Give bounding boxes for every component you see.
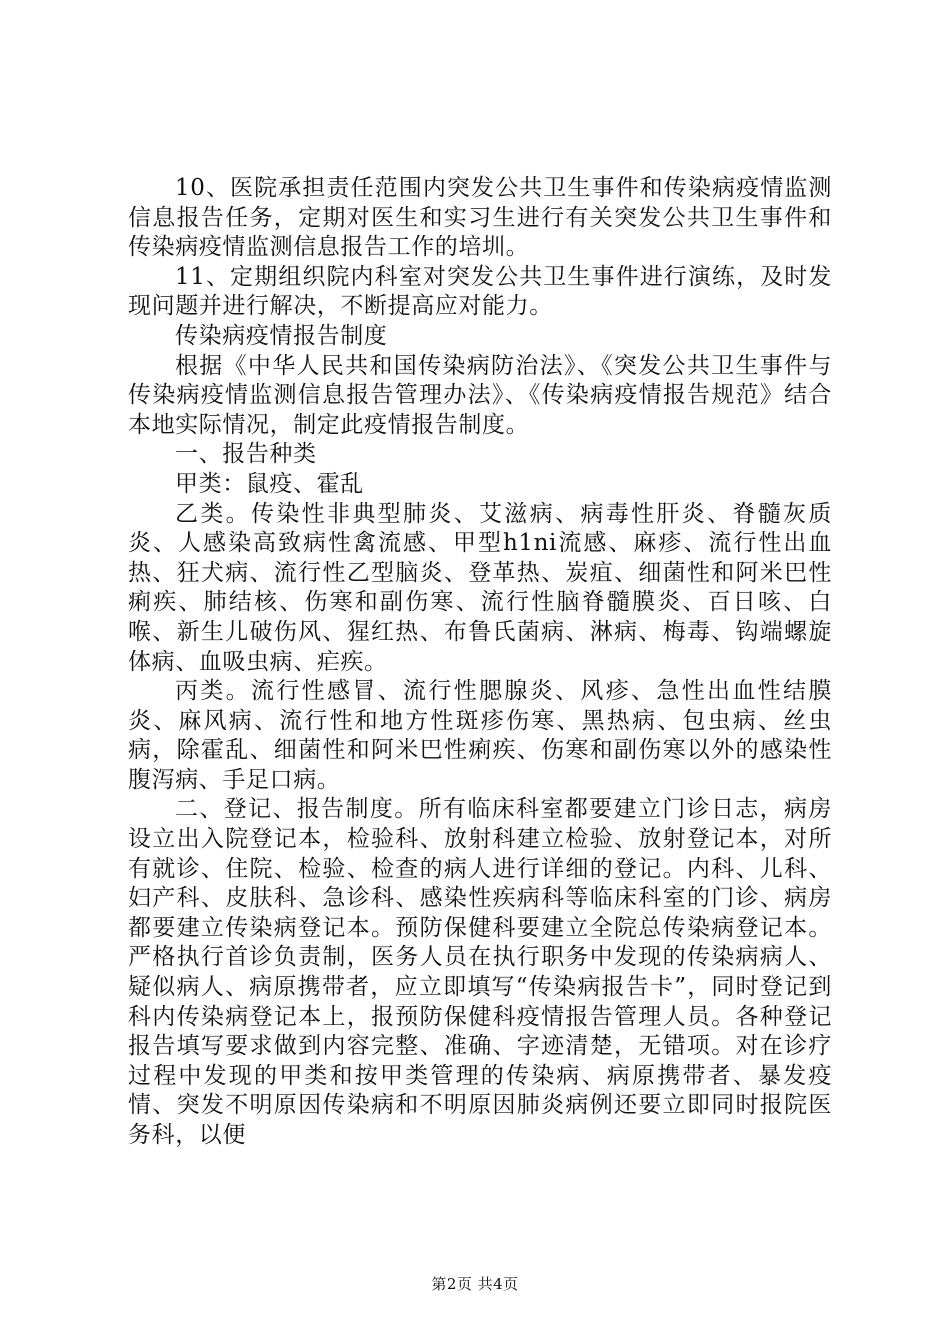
page-number-footer: 第2页 共4页 (431, 1275, 519, 1293)
class-a-paragraph: 甲类：鼠疫、霍乱 (175, 470, 364, 497)
document-body (128, 174, 832, 1151)
heading-report-types: 一、报告种类 (175, 441, 317, 468)
paragraph-item-10: 10、医院承担责任范围内突发公共卫生事件和传染病疫情监测信息报告任务，定期对医生和实习生进行有关突发公共卫生事件和传染病疫情监测信息报告工作的培圳。 (128, 175, 832, 261)
registration-paragraph: 二、登记、报告制度。所有临床科室都要建立门诊日志，病房设立出入院登记本，检验科、放射科建立检验、放射登记本，对所有就诊、住院、检验、检查的病人进行详细的登记。内科、儿科、妇产科、皮肤科、急诊科、感染性疾病科等临床科室的门诊、病房都要建立传染病登记本。预防保健科要建立全院总传染病登记本。严格执行首诊负责制，医务人员在执行职务中发现的传染病病人、疑似病人、病原携带者，应立即填写“传染病报告卡”，同时登记到科内传染病登记本上，报预防保健科疫情报告管理人员。各种登记报告填写要求做到内容完整、准确、字迹清楚，无错项。对在诊疗过程中发现的甲类和按甲类管理的传染病、病原携带者、暴发疫情、突发不明原因传染病和不明原因肺炎病例还要立即同时报院医务科，以便 (128, 796, 832, 1148)
class-b-paragraph: 乙类。传染性非典型肺炎、艾滋病、病毒性肝炎、脊髓灰质炎、人感染高致病性禽流感、甲型h1ni流感、麻疹、流行性出血热、狂犬病、流行性乙型脑炎、登革热、炭疽、细菌性和阿米巴性痢疾、肺结核、伤寒和副伤寒、流行性脑脊髓膜炎、百日咳、白喉、新生儿破伤风、猩红热、布鲁氏菌病、淋病、梅毒、钩端螺旋体病、血吸虫病、疟疾。 (128, 500, 832, 675)
class-c-paragraph: 丙类。流行性感冒、流行性腮腺炎、风疹、急性出血性结膜炎、麻风病、流行性和地方性斑疹伤寒、黑热病、包虫病、丝虫病，除霍乱、细菌性和阿米巴性痢疾、伤寒和副伤寒以外的感染性腹泻病、手足口病。 (128, 678, 832, 793)
paragraph-item-11: 11、定期组织院内科室对突发公共卫生事件进行演练，及时发现问题并进行解决，不断提高应对能力。 (128, 263, 832, 320)
intro-paragraph: 根据《中华人民共和国传染病防治法》、《突发公共卫生事件与传染病疫情监测信息报告管理办法》、《传染病疫情报告规范》结合本地实际情况，制定此疫情报告制度。 (128, 352, 832, 438)
section-title: 传染病疫情报告制度 (175, 322, 388, 349)
